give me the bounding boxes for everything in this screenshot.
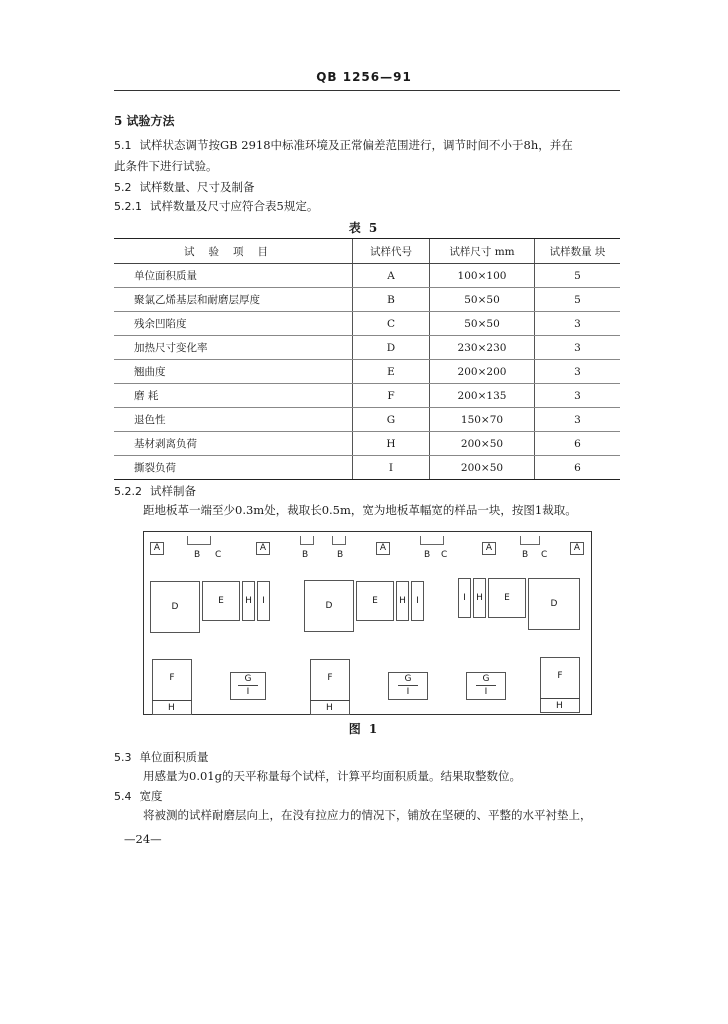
- bc-notch: [300, 536, 314, 545]
- table-caption: 表 5: [348, 221, 380, 235]
- figure-caption: 图 1: [348, 722, 380, 736]
- cell-sample-count: 3: [535, 312, 621, 336]
- sample-h-label: H: [168, 703, 175, 713]
- heading-text: 宽度: [139, 789, 163, 803]
- section-5-2-2-text: 距地板革一端至少0.3m处，裁取长0.5m，宽为地板革幅宽的样品一块，按图1裁取。: [143, 503, 577, 517]
- sample-b-label: B: [522, 550, 529, 560]
- cell-sample-count: 3: [535, 336, 621, 360]
- sample-b-label: B: [424, 550, 431, 560]
- gi-divider: [476, 685, 496, 686]
- table-row: [114, 384, 620, 408]
- sample-d-box: D: [528, 578, 580, 630]
- paragraph-text: 试样状态调节按GB 2918中标准环境及正常偏差范围进行，调节时间不小于8h，并在: [139, 138, 573, 152]
- page-number: —24—: [124, 832, 162, 846]
- standard-code: QB 1256—91: [316, 70, 412, 84]
- sample-table: [114, 238, 620, 480]
- heading-text: 单位面积质量: [139, 750, 209, 764]
- section-5-title: 5 试验方法: [114, 114, 175, 128]
- section-number: 5.2.2: [114, 485, 142, 498]
- cell-sample-code: E: [353, 360, 430, 384]
- sample-h-box: H: [242, 581, 255, 621]
- table-row: [114, 456, 620, 480]
- cell-sample-code: F: [353, 384, 430, 408]
- sample-b-label: B: [337, 550, 344, 560]
- sample-g-box: G I: [388, 672, 428, 700]
- sample-i-box: I: [411, 581, 424, 621]
- section-5-1-line2: 此条件下进行试验。: [114, 159, 218, 173]
- sample-e-box: E: [202, 581, 240, 621]
- cell-sample-count: 5: [535, 288, 621, 312]
- section-5-4-text: 将被测的试样耐磨层向上，在没有拉应力的情况下，铺放在坚硬的、平整的水平衬垫上，: [143, 808, 592, 822]
- sample-g-box: G I: [230, 672, 266, 700]
- table-row: [114, 408, 620, 432]
- section-number: 5.2: [114, 181, 132, 194]
- cell-sample-code: A: [353, 264, 430, 288]
- header-sample-count: 试样数量 块: [535, 239, 621, 264]
- gi-divider: [238, 685, 258, 686]
- sample-a-box: A: [482, 542, 496, 555]
- cell-sample-count: 5: [535, 264, 621, 288]
- cell-sample-code: I: [353, 456, 430, 480]
- section-5-3-text: 用感量为0.01g的天平称量每个试样，计算平均面积质量。结果取整数位。: [143, 769, 521, 783]
- section-5-2-2-heading: [114, 483, 196, 499]
- cell-test-item: 翘曲度: [114, 360, 353, 384]
- cell-sample-size: 230×230: [430, 336, 535, 360]
- table-row: [114, 360, 620, 384]
- cell-sample-count: 3: [535, 384, 621, 408]
- heading-text: 试样数量、尺寸及制备: [139, 180, 255, 194]
- paragraph-text: 试样数量及尺寸应符合表5规定。: [150, 199, 319, 213]
- cutting-diagram: [143, 531, 592, 715]
- cell-test-item: 磨 耗: [114, 384, 353, 408]
- cell-test-item: 聚氯乙烯基层和耐磨层厚度: [114, 288, 353, 312]
- cell-sample-code: D: [353, 336, 430, 360]
- sample-e-box: E: [488, 578, 526, 618]
- bc-notch: [520, 536, 540, 545]
- bc-notch: [332, 536, 346, 545]
- section-5-2-1: [114, 198, 318, 214]
- cell-test-item: 单位面积质量: [114, 264, 353, 288]
- table-row: [114, 264, 620, 288]
- cell-test-item: 基材剥离负荷: [114, 432, 353, 456]
- section-5-3-heading: [114, 749, 209, 765]
- cell-sample-size: 50×50: [430, 312, 535, 336]
- sample-d-box: D: [150, 581, 200, 633]
- sample-f-box: F: [152, 659, 192, 715]
- sample-f-box: F: [540, 657, 580, 713]
- table-row: [114, 312, 620, 336]
- sample-e-box: E: [356, 581, 394, 621]
- cell-sample-count: 3: [535, 360, 621, 384]
- fh-divider: [152, 700, 192, 701]
- cell-sample-size: 200×135: [430, 384, 535, 408]
- section-5-4-heading: [114, 788, 163, 804]
- cell-test-item: 退色性: [114, 408, 353, 432]
- cell-sample-count: 3: [535, 408, 621, 432]
- table-row: [114, 336, 620, 360]
- sample-c-label: C: [441, 550, 448, 560]
- sample-c-label: C: [541, 550, 548, 560]
- sample-g-box: G I: [466, 672, 506, 700]
- cell-test-item: 撕裂负荷: [114, 456, 353, 480]
- cell-sample-size: 200×200: [430, 360, 535, 384]
- table-row: [114, 432, 620, 456]
- cell-sample-code: H: [353, 432, 430, 456]
- header-sample-size: 试样尺寸 mm: [430, 239, 535, 264]
- sample-f-box: F: [310, 659, 350, 715]
- bc-notch: [187, 536, 211, 545]
- cell-sample-size: 200×50: [430, 432, 535, 456]
- header-test-item: 试验项目: [114, 239, 353, 264]
- sample-c-label: C: [215, 550, 222, 560]
- section-5-1-line1: [114, 137, 573, 153]
- heading-text: 试样制备: [150, 484, 196, 498]
- table-row: [114, 288, 620, 312]
- sample-a-box: A: [376, 542, 390, 555]
- cell-sample-count: 6: [535, 432, 621, 456]
- section-number: 5.3: [114, 751, 132, 764]
- fh-divider: [310, 700, 350, 701]
- cell-sample-size: 50×50: [430, 288, 535, 312]
- section-5-2-heading: [114, 179, 255, 195]
- cell-sample-size: 200×50: [430, 456, 535, 480]
- sample-a-box: A: [570, 542, 584, 555]
- sample-a-box: A: [150, 542, 164, 555]
- header-sample-code: 试样代号: [353, 239, 430, 264]
- bc-notch: [420, 536, 444, 545]
- cell-sample-count: 6: [535, 456, 621, 480]
- sample-h-label: H: [326, 703, 333, 713]
- cell-sample-code: C: [353, 312, 430, 336]
- sample-h-box: H: [396, 581, 409, 621]
- gi-divider: [398, 685, 418, 686]
- sample-a-box: A: [256, 542, 270, 555]
- section-number: 5.1: [114, 139, 132, 152]
- sample-d-box: D: [304, 580, 354, 632]
- sample-h-box: H: [473, 578, 486, 618]
- sample-h-label: H: [556, 701, 563, 711]
- header-rule: [114, 90, 620, 91]
- section-number: 5.2.1: [114, 200, 142, 213]
- sample-b-label: B: [302, 550, 309, 560]
- cell-test-item: 残余凹陷度: [114, 312, 353, 336]
- sample-i-box: I: [458, 578, 471, 618]
- cell-sample-size: 100×100: [430, 264, 535, 288]
- section-number: 5.4: [114, 790, 132, 803]
- sample-b-label: B: [194, 550, 201, 560]
- table-header-row: [114, 239, 620, 264]
- cell-sample-code: B: [353, 288, 430, 312]
- cell-sample-size: 150×70: [430, 408, 535, 432]
- cell-sample-code: G: [353, 408, 430, 432]
- cell-test-item: 加热尺寸变化率: [114, 336, 353, 360]
- sample-i-box: I: [257, 581, 270, 621]
- fh-divider: [540, 698, 580, 699]
